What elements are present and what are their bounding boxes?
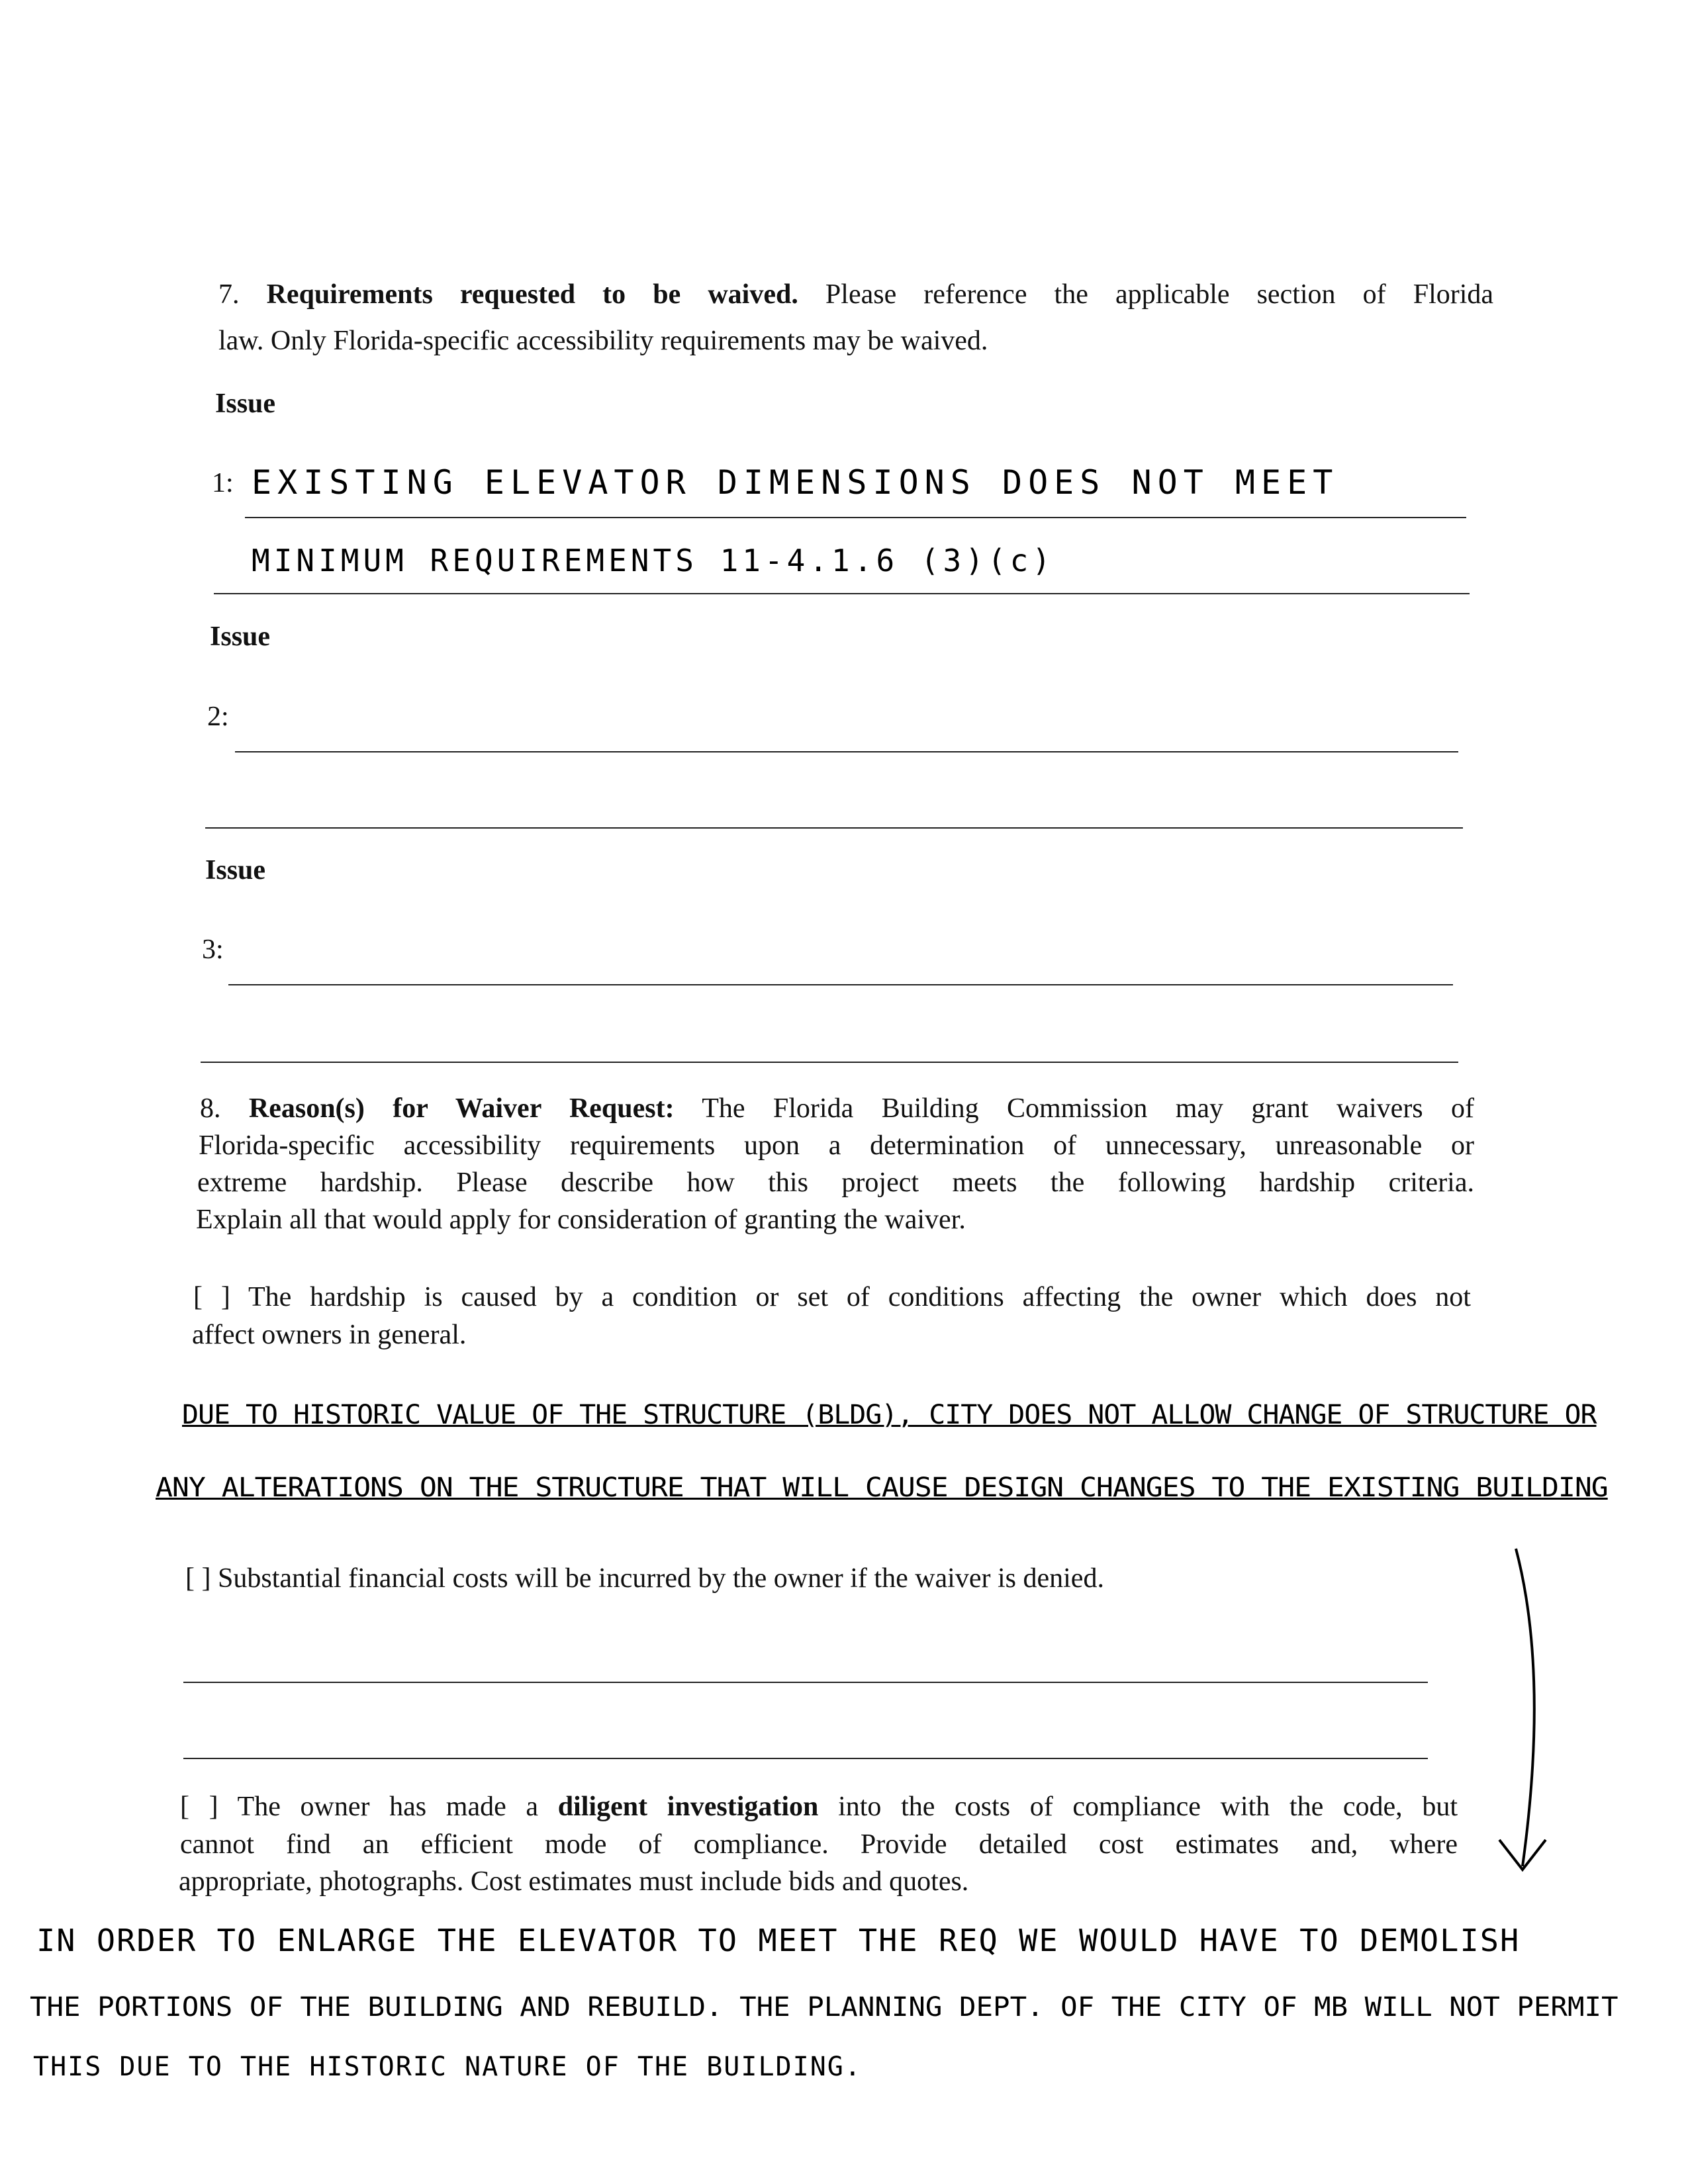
section8-text: Florida-specific accessibility requirements upon a determination of unnecessary, unreasonable or (199, 1130, 1474, 1161)
criterion-text: The owner has made a (237, 1792, 539, 1822)
section7-heading-line (218, 278, 1493, 311)
answer-line (228, 984, 1453, 985)
handwritten-answer: THIS DUE TO THE HISTORIC NATURE OF THE BUILDING. (33, 2052, 862, 2082)
section-heading: Requirements requested to be waived. (266, 279, 798, 310)
handwritten-answer: DUE TO HISTORIC VALUE OF THE STRUCTURE (BLDG), CITY DOES NOT ALLOW CHANGE OF STRUCTURE OR (182, 1400, 1597, 1430)
criterion-diligent (180, 1790, 1458, 1823)
criterion-text: affect owners in general. (192, 1320, 467, 1350)
handwritten-answer: MINIMUM REQUIREMENTS 11-4.1.6 (3)(c) (252, 543, 1055, 578)
checkbox[interactable]: [ ] (193, 1282, 230, 1312)
section8-text: extreme hardship. Please describe how this project meets the following hardship criteria. (197, 1167, 1474, 1198)
answer-line (235, 751, 1458, 752)
handwritten-answer: ANY ALTERATIONS ON THE STRUCTURE THAT WILL CAUSE DESIGN CHANGES TO THE EXISTING BUILDING (156, 1473, 1608, 1503)
criterion-text: appropriate, photographs. Cost estimates must include bids and quotes. (179, 1866, 969, 1897)
section-heading: Reason(s) for Waiver Request: (248, 1093, 675, 1124)
section-text: Please reference the applicable section of Florida (825, 279, 1494, 310)
issue-number: 2: (207, 702, 229, 732)
criterion-text: Substantial financial costs will be incurred by the owner if the waiver is denied. (217, 1563, 1104, 1594)
section-number: 7. (218, 279, 240, 310)
criterion-text: into the costs of compliance with the code, but (838, 1792, 1458, 1822)
criterion-text: The hardship is caused by a condition or set of conditions affecting the owner which does not (248, 1282, 1471, 1312)
answer-line (205, 827, 1463, 829)
issue-number: 1: (212, 468, 234, 498)
checkbox[interactable]: [ ] (185, 1563, 211, 1594)
criterion-text: cannot find an efficient mode of compliance. Provide detailed cost estimates and, where (180, 1829, 1458, 1860)
checkbox[interactable]: [ ] (180, 1792, 218, 1822)
handwritten-answer: IN ORDER TO ENLARGE THE ELEVATOR TO MEET THE REQ WE WOULD HAVE TO DEMOLISH (36, 1923, 1521, 1958)
handwritten-answer: THE PORTIONS OF THE BUILDING AND REBUILD. THE PLANNING DEPT. OF THE CITY OF MB WILL NOT PERMIT (30, 1992, 1618, 2023)
answer-line (183, 1758, 1428, 1759)
answer-line (183, 1682, 1428, 1683)
issue-label: Issue (210, 621, 271, 652)
section7-text: law. Only Florida-specific accessibility requirements may be waived. (218, 326, 988, 356)
criterion-financial (185, 1562, 1104, 1595)
issue-label: Issue (215, 388, 276, 419)
criterion-hardship (193, 1281, 1471, 1314)
issue-number: 3: (202, 934, 224, 965)
arrow-down-icon (1476, 1542, 1562, 1886)
section-text: The Florida Building Commission may grant waivers of (702, 1093, 1474, 1124)
handwritten-answer: EXISTING ELEVATOR DIMENSIONS DOES NOT MEET (252, 463, 1339, 502)
answer-line (245, 517, 1466, 518)
answer-line (201, 1062, 1458, 1063)
section8-heading-line (200, 1092, 1474, 1125)
answer-line (214, 593, 1470, 594)
section-number: 8. (200, 1093, 221, 1124)
criterion-bold: diligent investigation (557, 1792, 819, 1822)
section8-text: Explain all that would apply for consideration of granting the waiver. (196, 1205, 966, 1235)
issue-label: Issue (205, 855, 266, 886)
